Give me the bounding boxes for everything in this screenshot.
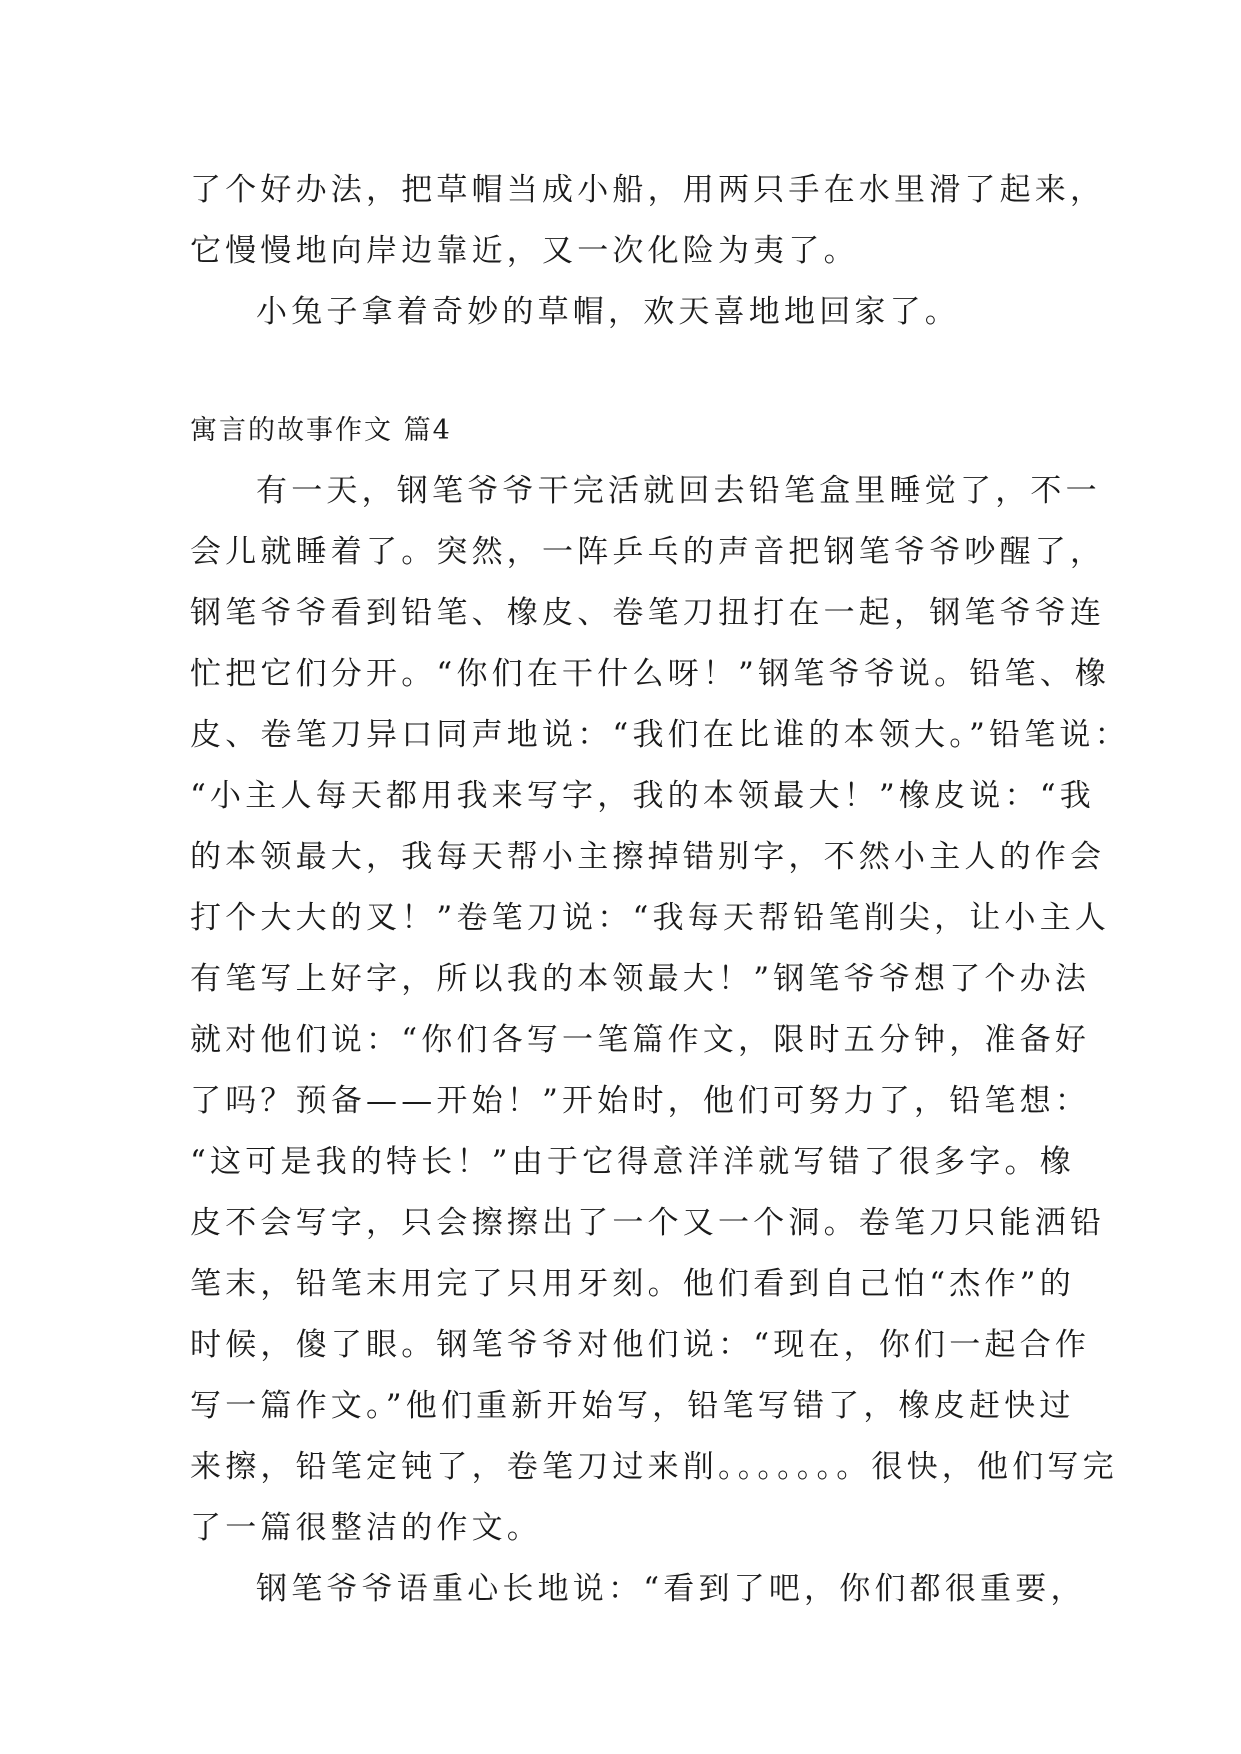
text-line: 打个大大的叉！”卷笔刀说：“我每天帮铅笔削尖，让小主人 [190,900,1111,936]
text-line: 有一天，钢笔爷爷干完活就回去铅笔盒里睡觉了，不一 [256,473,1101,509]
text-line: 它慢慢地向岸边靠近，又一次化险为夷了。 [190,233,859,269]
text-line: 的本领最大，我每天帮小主擦掉错别字，不然小主人的作会 [190,839,1106,875]
paragraph-previous [190,160,1106,282]
text-line: 会儿就睡着了。突然，一阵乒乓的声音把钢笔爷爷吵醒了， [190,534,1106,570]
text-line: 了一篇很整洁的作文。 [190,1510,542,1546]
text-line: 就对他们说：“你们各写一笔篇作文，限时五分钟，准备好 [190,1022,1091,1058]
text-line: 皮、卷笔刀异口同声地说：“我们在比谁的本领大。”铅笔说： [190,717,1130,753]
paragraph-story [190,461,1130,1559]
text-line: 了吗？预备——开始！”开始时，他们可努力了，铅笔想： [190,1083,1091,1119]
text-line: 忙把它们分开。“你们在干什么呀！”钢笔爷爷说。铅笔、橡 [190,656,1111,692]
text-line: 钢笔爷爷语重心长地说：“看到了吧，你们都很重要， [256,1571,1086,1607]
text-line: 钢笔爷爷看到铅笔、橡皮、卷笔刀扭打在一起，钢笔爷爷连 [190,595,1106,631]
text-line: 来擦，铅笔定钝了，卷笔刀过来削。。。。。。。很快，他们写完 [190,1449,1118,1485]
text-line: 小兔子拿着奇妙的草帽，欢天喜地地回家了。 [256,294,960,330]
section-heading: 寓言的故事作文 篇4 [190,415,452,446]
document-page [190,160,1130,1620]
text-line: 了个好办法，把草帽当成小船，用两只手在水里滑了起来， [190,172,1106,208]
text-line: “小主人每天都用我来写字，我的本领最大！”橡皮说：“我 [190,778,1095,814]
text-line: “这可是我的特长！”由于它得意洋洋就写错了很多字。橡 [190,1144,1075,1180]
paragraph-rabbit [190,282,1070,343]
section-gap [190,343,1070,401]
text-line: 笔末，铅笔末用完了只用牙刻。他们看到自己怕“杰作”的 [190,1266,1075,1302]
text-line: 时候，傻了眼。钢笔爷爷对他们说：“现在，你们一起合作 [190,1327,1091,1363]
text-line: 有笔写上好字，所以我的本领最大！”钢笔爷爷想了个办法 [190,961,1091,997]
text-line: 皮不会写字，只会擦擦出了一个又一个洞。卷笔刀只能洒铅 [190,1205,1106,1241]
paragraph-last [190,1559,1086,1620]
text-line: 写一篇作文。”他们重新开始写，铅笔写错了，橡皮赶快过 [190,1388,1075,1424]
